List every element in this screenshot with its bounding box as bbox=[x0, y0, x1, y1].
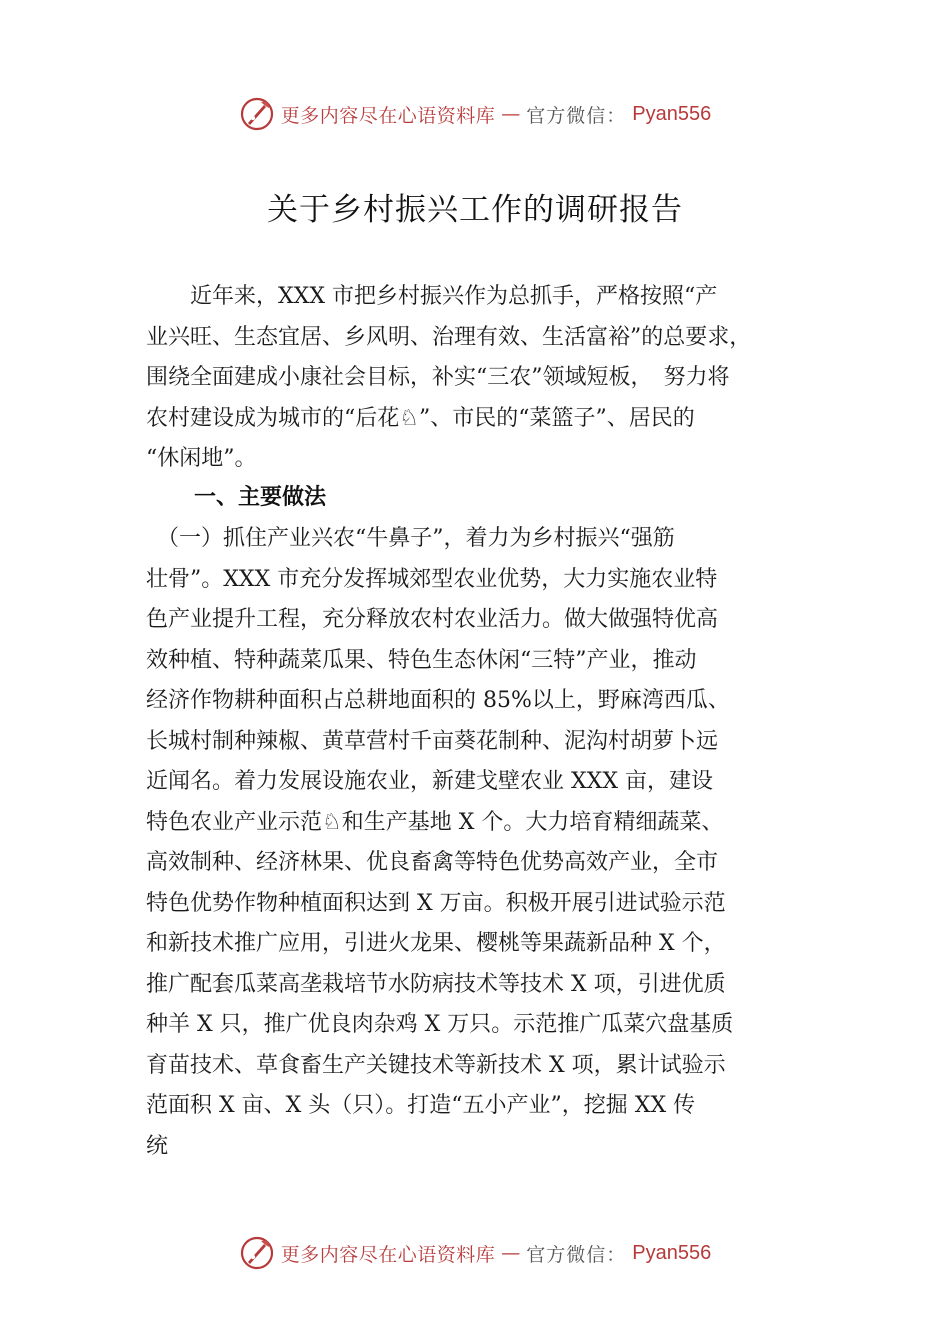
body-line: 特色农业产业示范♘和生产基地 X 个。大力培育精细蔬菜、 bbox=[146, 809, 724, 835]
main-paragraph bbox=[146, 519, 836, 1167]
intro-line: “休闲地”。 bbox=[146, 446, 257, 471]
intro-paragraph bbox=[146, 277, 836, 480]
body-line: （一）抓住产业兴农“牛鼻子”，着力为乡村振兴“强筋 bbox=[146, 526, 675, 551]
official-wechat-label: 官方微信： bbox=[526, 104, 627, 127]
body-line: 育苗技术、草食畜生产关键技术等新技术 X 项，累计试验示 bbox=[146, 1052, 726, 1078]
quill-pen-logo-icon bbox=[239, 1235, 275, 1271]
document-title: 关于乡村振兴工作的调研报告 bbox=[267, 192, 683, 228]
body-line: 效种植、特种蔬菜瓜果、特色生态休闲“三特”产业，推动 bbox=[146, 647, 697, 673]
wechat-id: Pyan556 bbox=[632, 1241, 712, 1264]
official-wechat-label: 官方微信： bbox=[526, 1243, 627, 1266]
wechat-id: Pyan556 bbox=[632, 102, 712, 125]
banner-separator: — bbox=[501, 103, 521, 125]
body-line: 长城村制种辣椒、黄草营村千亩葵花制种、泥沟村胡萝卜远 bbox=[146, 728, 719, 754]
section-heading: 一、主要做法 bbox=[194, 485, 327, 510]
intro-line: 业兴旺、生态宜居、乡风明、治理有效、生活富裕”的总要求， bbox=[146, 324, 752, 350]
body-line: 高效制种、经济林果、优良畜禽等特色优势高效产业，全市 bbox=[146, 850, 719, 875]
body-line: 统 bbox=[146, 1133, 169, 1159]
body-line: 近闻名。着力发展设施农业，新建戈壁农业 XXX 亩，建设 bbox=[146, 769, 713, 794]
body-line: 和新技术推广应用，引进火龙果、樱桃等果蔬新品种 X 个， bbox=[146, 931, 726, 956]
quill-pen-logo-icon bbox=[239, 96, 275, 132]
body-line: 壮骨”。XXX 市充分发挥城郊型农业优势，大力实施农业特 bbox=[146, 566, 718, 592]
body-line: 种羊 X 只，推广优良肉杂鸡 X 万只。示范推广瓜菜穴盘基质 bbox=[146, 1012, 734, 1037]
body-line: 色产业提升工程，充分释放农村农业活力。做大做强特优高 bbox=[146, 607, 719, 632]
intro-line: 近年来，XXX 市把乡村振兴作为总抓手，严格按照“产 bbox=[146, 284, 718, 309]
body-line: 范面积 X 亩、X 头（只）。打造“五小产业”，挖掘 XX 传 bbox=[146, 1093, 696, 1118]
footer-banner bbox=[0, 1233, 950, 1273]
header-banner bbox=[0, 94, 950, 134]
intro-line: 农村建设成为城市的“后花♘”、市民的“菜篮子”、居民的 bbox=[146, 405, 695, 431]
banner-separator: — bbox=[501, 1242, 521, 1264]
body-line: 推广配套瓜菜高垄栽培节水防病技术等技术 X 项，引进优质 bbox=[146, 971, 726, 997]
brand-text: 更多内容尽在心语资料库 bbox=[280, 1243, 496, 1266]
intro-line: 围绕全面建成小康社会目标，补实“三农”领域短板， 努力将 bbox=[146, 365, 730, 390]
brand-text: 更多内容尽在心语资料库 bbox=[280, 104, 496, 127]
body-line: 特色优势作物种植面积达到 X 万亩。积极开展引进试验示范 bbox=[146, 890, 726, 916]
body-line: 经济作物耕种面积占总耕地面积的 85%以上，野麻湾西瓜、 bbox=[146, 688, 730, 713]
